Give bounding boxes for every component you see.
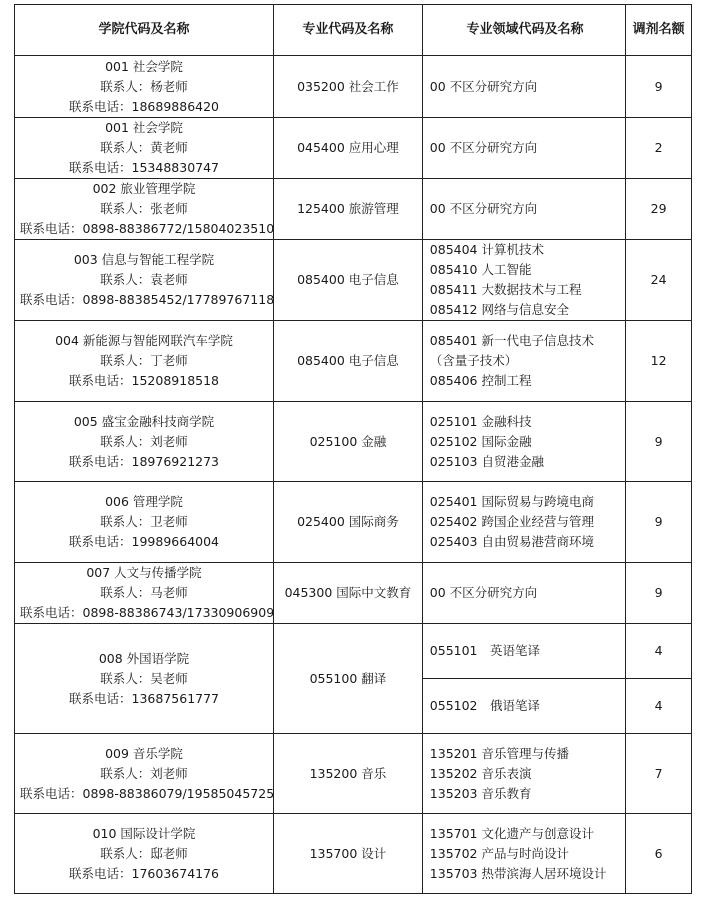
field-line: 00 不区分研究方向 [429,78,538,94]
college-name: 008 外国语学院 [98,650,190,666]
college-cell [15,179,274,240]
contact-label: 联系人： [100,201,151,216]
phone-line [20,158,268,178]
college-cell [15,118,274,179]
field-line: （含量子技术） [429,353,518,368]
table-row [15,56,692,118]
table-row [15,563,692,624]
field-line: 085406 控制工程 [429,373,532,388]
quota-cell: 9 [626,482,692,563]
table-row [15,240,692,321]
quota-cell: 7 [626,734,692,814]
contact-line [20,270,268,290]
field-cell [422,679,625,734]
field-line: 085410 人工智能 [429,262,532,277]
contact-label: 联系人： [100,140,151,155]
field-line: 00 不区分研究方向 [429,585,538,600]
contact-label: 联系人： [100,765,151,781]
college-name: 001 社会学院 [105,120,183,135]
contact-name: 刘老师 [150,765,188,781]
college-name: 006 管理学院 [105,494,183,509]
contact-name: 刘老师 [150,433,188,449]
contact-label: 联系人： [100,514,151,529]
field-cell [422,179,625,240]
field-line: 025103 自贸港金融 [429,453,544,469]
phone-number: 15348830747 [131,160,220,175]
college-cell [15,402,274,482]
major-cell: 135200 音乐 [274,734,423,814]
contact-label: 联系人： [100,845,151,861]
table-row [15,118,692,179]
college-cell [15,814,274,894]
contact-line [20,844,268,864]
table-row [15,814,692,894]
field-cell [422,624,625,679]
contact-name: 卫老师 [150,514,188,529]
field-line: 055102 俄语笔译 [429,698,541,713]
college-name: 001 社会学院 [105,58,183,74]
contact-line [20,138,268,158]
field-line: 135203 音乐教育 [429,785,532,801]
table-row [15,179,692,240]
field-cell [422,734,625,814]
table-row [15,482,692,563]
field-cell [422,402,625,482]
phone-number: 0898-88386079/19585045725 [82,785,275,801]
contact-label: 联系人： [100,78,151,94]
field-cell [422,814,625,894]
table-body [15,56,692,894]
phone-line [20,689,268,709]
phone-number: 13687561777 [131,690,220,706]
phone-line [20,532,268,552]
phone-label: 联系电话： [69,865,132,881]
phone-label: 联系电话： [20,221,83,236]
phone-label: 联系电话： [69,373,132,388]
phone-line [20,290,275,310]
phone-label: 联系电话： [69,160,132,175]
field-line: 00 不区分研究方向 [429,201,538,216]
field-cell [422,563,625,624]
college-cell [15,482,274,563]
quota-cell: 9 [626,402,692,482]
phone-line [20,219,275,239]
phone-line [20,452,268,472]
quota-cell: 29 [626,179,692,240]
field-line: 055101 英语笔译 [429,643,541,658]
phone-line [20,97,268,117]
phone-line [20,864,268,884]
field-cell [422,118,625,179]
contact-name: 黄老师 [150,140,188,155]
phone-number: 15208918518 [131,373,220,388]
college-name: 002 旅业管理学院 [92,181,196,196]
contact-line [20,351,268,371]
phone-number: 17603674176 [131,865,220,881]
college-name: 009 音乐学院 [105,745,183,761]
field-cell [422,240,625,321]
major-cell: 125400 旅游管理 [274,179,423,240]
field-line: 085411 大数据技术与工程 [429,282,582,297]
college-name: 010 国际设计学院 [92,825,196,841]
field-line: 085404 计算机技术 [429,242,544,257]
contact-name: 袁老师 [150,272,188,287]
quota-cell: 2 [626,118,692,179]
quota-cell: 4 [626,679,692,734]
contact-name: 马老师 [150,585,188,600]
college-cell [15,624,274,734]
major-cell: 085400 电子信息 [274,321,423,402]
contact-name: 吴老师 [150,670,188,686]
phone-line [20,784,275,804]
field-line: 135701 文化遗产与创意设计 [429,825,594,841]
field-line: 135202 音乐表演 [429,765,532,781]
contact-name: 邸老师 [150,845,188,861]
quota-cell: 4 [626,624,692,679]
phone-label: 联系电话： [69,690,132,706]
table-row [15,734,692,814]
major-cell: 045300 国际中文教育 [274,563,423,624]
table-row [15,321,692,402]
phone-label: 联系电话： [69,453,132,469]
phone-number: 0898-88386772/15804023510 [82,221,275,236]
field-line: 025401 国际贸易与跨境电商 [429,494,594,509]
header-college: 学院代码及名称 [15,5,274,56]
field-cell [422,56,625,118]
field-line: 135201 音乐管理与传播 [429,745,569,761]
contact-name: 丁老师 [150,353,188,368]
major-cell: 085400 电子信息 [274,240,423,321]
field-line: 135703 热带滨海人居环境设计 [429,865,607,881]
contact-line [20,764,268,784]
header-field: 专业领域代码及名称 [422,5,625,56]
phone-label: 联系电话： [20,292,83,307]
contact-line [20,669,268,689]
field-cell [422,482,625,563]
phone-number: 0898-88386743/17330906909 [82,605,275,620]
phone-label: 联系电话： [20,605,83,620]
contact-label: 联系人： [100,585,151,600]
field-line: 085412 网络与信息安全 [429,302,569,317]
table-row [15,402,692,482]
quota-cell: 12 [626,321,692,402]
contact-line [20,432,268,452]
phone-number: 18976921273 [131,453,220,469]
contact-name: 杨老师 [150,78,188,94]
college-cell [15,734,274,814]
header-row [15,5,692,56]
major-cell: 135700 设计 [274,814,423,894]
field-line: 025402 跨国企业经营与管理 [429,514,594,529]
phone-label: 联系电话： [69,534,132,549]
phone-number: 0898-88385452/17789767118 [82,292,275,307]
phone-line [20,371,268,391]
field-line: 135702 产品与时尚设计 [429,845,569,861]
college-name: 007 人文与传播学院 [86,565,202,580]
contact-line [20,199,268,219]
phone-label: 联系电话： [20,785,83,801]
college-name: 003 信息与智能工程学院 [73,252,215,267]
college-cell [15,563,274,624]
college-cell [15,56,274,118]
contact-label: 联系人： [100,272,151,287]
quota-cell: 6 [626,814,692,894]
phone-number: 19989664004 [131,534,220,549]
header-major: 专业代码及名称 [274,5,423,56]
field-line: 085401 新一代电子信息技术 [429,333,594,348]
contact-line [20,512,268,532]
college-cell [15,240,274,321]
contact-label: 联系人： [100,670,151,686]
contact-label: 联系人： [100,353,151,368]
major-cell: 025400 国际商务 [274,482,423,563]
college-name: 004 新能源与智能网联汽车学院 [55,333,233,348]
contact-name: 张老师 [150,201,188,216]
field-line: 025102 国际金融 [429,433,532,449]
major-cell: 055100 翻译 [274,624,423,734]
quota-cell: 9 [626,56,692,118]
phone-line [20,603,275,623]
major-cell: 035200 社会工作 [274,56,423,118]
contact-line [20,583,268,603]
recruitment-table [14,4,692,894]
field-line: 025403 自由贸易港营商环境 [429,534,594,549]
college-name: 005 盛宝金融科技商学院 [73,413,215,429]
field-cell [422,321,625,402]
major-cell: 025100 金融 [274,402,423,482]
quota-cell: 24 [626,240,692,321]
header-quota: 调剂名额 [626,5,692,56]
contact-label: 联系人： [100,433,151,449]
major-cell: 045400 应用心理 [274,118,423,179]
field-line: 00 不区分研究方向 [429,140,538,155]
phone-label: 联系电话： [69,98,132,114]
phone-number: 18689886420 [131,98,220,114]
field-line: 025101 金融科技 [429,413,532,429]
contact-line [20,77,268,97]
college-cell [15,321,274,402]
quota-cell: 9 [626,563,692,624]
table-row [15,624,692,679]
